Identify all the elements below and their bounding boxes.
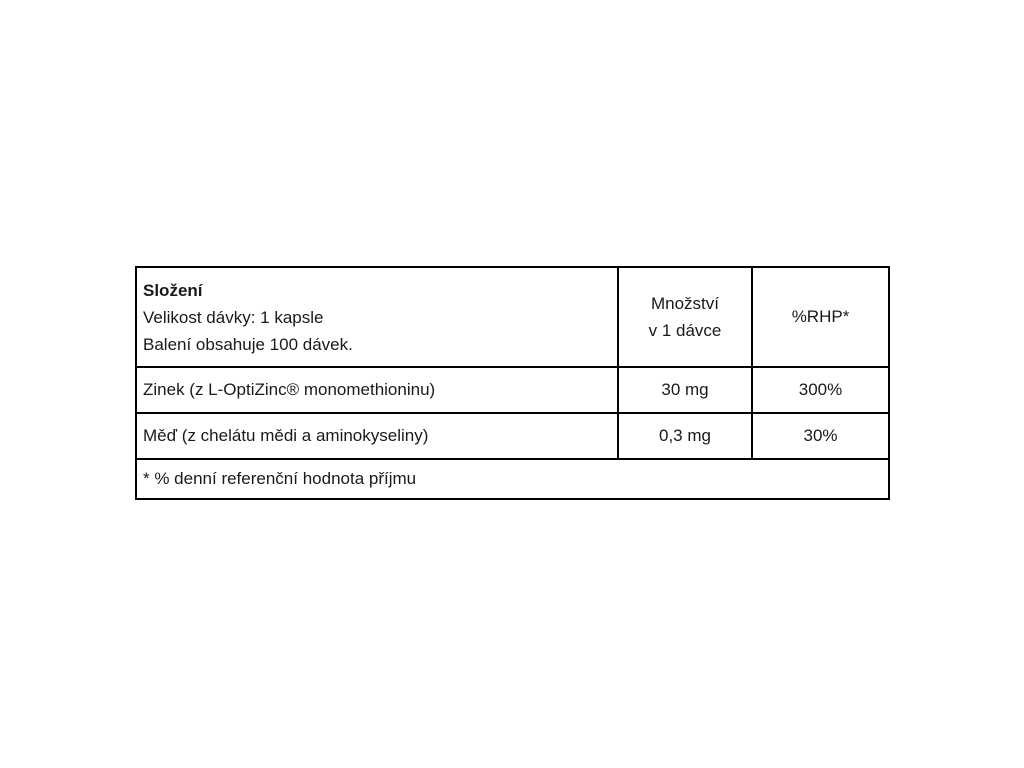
serving-size-text: Velikost dávky: 1 kapsle: [143, 307, 324, 327]
header-amount-cell: [618, 267, 752, 367]
ingredient-amount-cell: 30 mg: [618, 367, 752, 413]
composition-title: Složení: [143, 280, 203, 300]
ingredient-amount-cell: 0,3 mg: [618, 413, 752, 459]
ingredient-name-cell: Zinek (z L-OptiZinc® monomethioninu): [136, 367, 618, 413]
footnote-text: * % denní referenční hodnota příjmu: [136, 459, 889, 499]
header-rhp-cell: %RHP*: [752, 267, 889, 367]
supplement-facts-table: [135, 266, 890, 500]
ingredient-rhp-cell: 300%: [752, 367, 889, 413]
header-composition-cell: [136, 267, 618, 367]
amount-header-line1: Množství: [650, 294, 720, 313]
table-row: [136, 367, 889, 413]
ingredient-rhp-cell: 30%: [752, 413, 889, 459]
package-contents-text: Balení obsahuje 100 dávek.: [143, 334, 353, 354]
amount-header-line2: v 1 dávce: [648, 321, 722, 340]
table-header-row: [136, 267, 889, 367]
ingredient-name-cell: Měď (z chelátu mědi a aminokyseliny): [136, 413, 618, 459]
table-row: [136, 413, 889, 459]
table-footnote-row: [136, 459, 889, 499]
